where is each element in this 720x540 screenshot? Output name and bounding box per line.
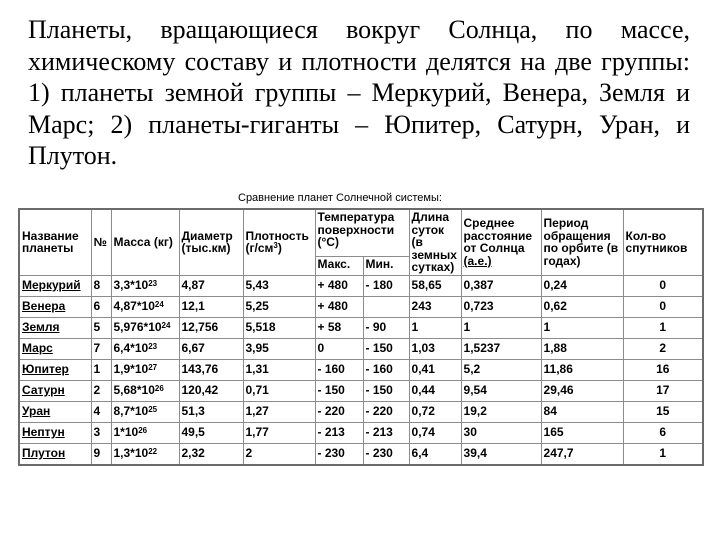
cell-temp-min: - 220 xyxy=(363,401,409,422)
cell-diameter: 12,1 xyxy=(179,296,243,317)
cell-planet-name: Плутон xyxy=(19,443,91,465)
planets-comparison-table xyxy=(18,208,704,466)
cell-temp-min: - 160 xyxy=(363,359,409,380)
cell-day-length: 0,41 xyxy=(409,359,461,380)
cell-temp-max: + 58 xyxy=(315,317,363,338)
header-number: № xyxy=(91,209,111,275)
cell-temp-min: - 90 xyxy=(363,317,409,338)
cell-satellites: 15 xyxy=(623,401,703,422)
cell-mass: $1*10^{26}$ xyxy=(111,422,179,443)
table-row xyxy=(19,359,703,380)
cell-density: 1,31 xyxy=(243,359,315,380)
cell-day-length: 0,74 xyxy=(409,422,461,443)
table-row xyxy=(19,380,703,401)
cell-satellites: 16 xyxy=(623,359,703,380)
header-name: Название планеты xyxy=(19,209,91,275)
cell-period: 165 xyxy=(541,422,623,443)
cell-planet-name: Уран xyxy=(19,401,91,422)
header-temp-min: Мин. xyxy=(363,257,409,275)
cell-number: 1 xyxy=(91,359,111,380)
cell-planet-name: Меркурий xyxy=(19,275,91,296)
cell-diameter: 49,5 xyxy=(179,422,243,443)
cell-temp-min: - 180 xyxy=(363,275,409,296)
cell-satellites: 1 xyxy=(623,443,703,465)
cell-satellites: 0 xyxy=(623,296,703,317)
cell-mass: $5,976*10^{24}$ xyxy=(111,317,179,338)
table-body xyxy=(19,275,703,465)
table-caption: Сравнение планет Солнечной системы: xyxy=(238,192,442,204)
cell-number: 6 xyxy=(91,296,111,317)
cell-number: 8 xyxy=(91,275,111,296)
cell-day-length: 243 xyxy=(409,296,461,317)
cell-diameter: 12,756 xyxy=(179,317,243,338)
cell-day-length: 0,44 xyxy=(409,380,461,401)
intro-paragraph: Планеты, вращающиеся вокруг Солнца, по массе, химическому составу и плотности делятся на две группы: 1) планеты земной группы – Меркурий, Венера, Земля и Марс; 2) планеты-гиганты – Юпитер, Сатурн, Уран, и Плутон. xyxy=(28,15,690,170)
cell-planet-name: Сатурн xyxy=(19,380,91,401)
cell-period: 11,86 xyxy=(541,359,623,380)
header-distance: Среднее расстояние от Солнца (а.е.) xyxy=(461,209,541,275)
cell-number: 2 xyxy=(91,380,111,401)
header-density: Плотность $(г/см^3)$ xyxy=(243,209,315,275)
cell-distance: 9,54 xyxy=(461,380,541,401)
cell-diameter: 120,42 xyxy=(179,380,243,401)
cell-satellites: 17 xyxy=(623,380,703,401)
cell-planet-name: Земля xyxy=(19,317,91,338)
cell-planet-name: Нептун xyxy=(19,422,91,443)
table-header-row xyxy=(19,209,703,257)
cell-planet-name: Юпитер xyxy=(19,359,91,380)
table-row xyxy=(19,275,703,296)
cell-diameter: 4,87 xyxy=(179,275,243,296)
header-temp-max: Макс. xyxy=(315,257,363,275)
cell-number: 4 xyxy=(91,401,111,422)
header-mass: Масса (кг) xyxy=(111,209,179,275)
cell-distance: 19,2 xyxy=(461,401,541,422)
cell-diameter: 143,76 xyxy=(179,359,243,380)
cell-temp-max: - 160 xyxy=(315,359,363,380)
cell-temp-max: 0 xyxy=(315,338,363,359)
cell-temp-max: - 230 xyxy=(315,443,363,465)
cell-mass: $6,4*10^{23}$ xyxy=(111,338,179,359)
cell-distance: 0,723 xyxy=(461,296,541,317)
cell-density: 2 xyxy=(243,443,315,465)
cell-temp-min: - 150 xyxy=(363,338,409,359)
cell-period: 84 xyxy=(541,401,623,422)
cell-mass: $5,68*10^{26}$ xyxy=(111,380,179,401)
cell-satellites: 2 xyxy=(623,338,703,359)
cell-temp-max: - 150 xyxy=(315,380,363,401)
cell-day-length: 1,03 xyxy=(409,338,461,359)
cell-mass: $1,9*10^{27}$ xyxy=(111,359,179,380)
cell-distance: 0,387 xyxy=(461,275,541,296)
cell-distance: 1 xyxy=(461,317,541,338)
cell-density: 3,95 xyxy=(243,338,315,359)
cell-mass: $3,3*10^{23}$ xyxy=(111,275,179,296)
cell-mass: $4,87*10^{24}$ xyxy=(111,296,179,317)
cell-number: 3 xyxy=(91,422,111,443)
cell-satellites: 1 xyxy=(623,317,703,338)
header-diameter: Диаметр (тыс.км) xyxy=(179,209,243,275)
table-row xyxy=(19,443,703,465)
cell-temp-max: - 220 xyxy=(315,401,363,422)
cell-day-length: 1 xyxy=(409,317,461,338)
cell-diameter: 6,67 xyxy=(179,338,243,359)
cell-temp-min: - 230 xyxy=(363,443,409,465)
cell-planet-name: Венера xyxy=(19,296,91,317)
cell-temp-min: - 213 xyxy=(363,422,409,443)
cell-number: 9 xyxy=(91,443,111,465)
cell-density: 5,43 xyxy=(243,275,315,296)
table-row xyxy=(19,296,703,317)
cell-period: 0,24 xyxy=(541,275,623,296)
cell-temp-min xyxy=(363,296,409,317)
cell-day-length: 6,4 xyxy=(409,443,461,465)
cell-density: 0,71 xyxy=(243,380,315,401)
cell-number: 7 xyxy=(91,338,111,359)
header-satellites: Кол-во спутников xyxy=(623,209,703,275)
cell-diameter: 51,3 xyxy=(179,401,243,422)
cell-number: 5 xyxy=(91,317,111,338)
cell-distance: 39,4 xyxy=(461,443,541,465)
cell-diameter: 2,32 xyxy=(179,443,243,465)
cell-temp-min: - 150 xyxy=(363,380,409,401)
cell-mass: $1,3*10^{22}$ xyxy=(111,443,179,465)
cell-period: 247,7 xyxy=(541,443,623,465)
cell-density: 1,27 xyxy=(243,401,315,422)
header-period: Период обращения по орбите (в годах) xyxy=(541,209,623,275)
cell-distance: 30 xyxy=(461,422,541,443)
cell-period: 29,46 xyxy=(541,380,623,401)
table-row xyxy=(19,338,703,359)
cell-density: 5,518 xyxy=(243,317,315,338)
cell-period: 1 xyxy=(541,317,623,338)
table-row xyxy=(19,401,703,422)
cell-period: 0,62 xyxy=(541,296,623,317)
table-row xyxy=(19,317,703,338)
cell-planet-name: Марс xyxy=(19,338,91,359)
header-temperature: Температура поверхности (°С) xyxy=(315,209,409,257)
cell-day-length: 58,65 xyxy=(409,275,461,296)
cell-temp-max: - 213 xyxy=(315,422,363,443)
cell-density: 5,25 xyxy=(243,296,315,317)
cell-distance: 5,2 xyxy=(461,359,541,380)
header-day-length: Длина суток (в земных сутках) xyxy=(409,209,461,275)
cell-distance: 1,5237 xyxy=(461,338,541,359)
cell-satellites: 6 xyxy=(623,422,703,443)
cell-satellites: 0 xyxy=(623,275,703,296)
cell-temp-max: + 480 xyxy=(315,275,363,296)
cell-mass: $8,7*10^{25}$ xyxy=(111,401,179,422)
cell-period: 1,88 xyxy=(541,338,623,359)
cell-day-length: 0,72 xyxy=(409,401,461,422)
cell-density: 1,77 xyxy=(243,422,315,443)
table-row xyxy=(19,422,703,443)
planets-table-container xyxy=(18,208,702,466)
cell-temp-max: + 480 xyxy=(315,296,363,317)
